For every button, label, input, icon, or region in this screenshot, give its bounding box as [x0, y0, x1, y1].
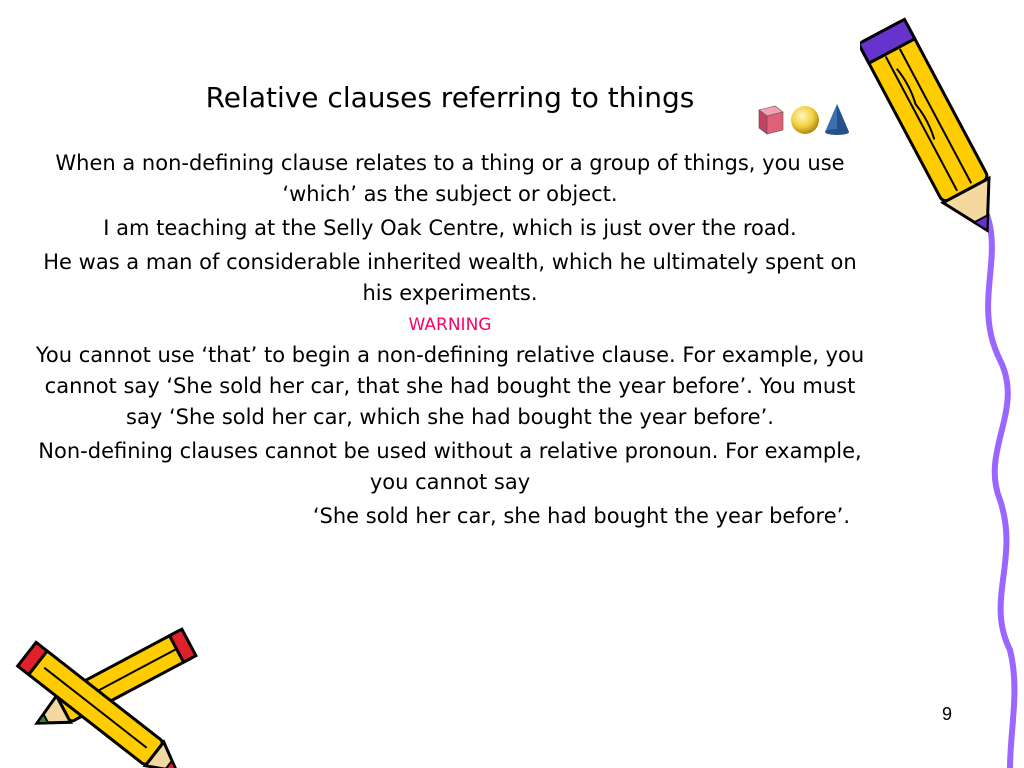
- warning-label: WARNING: [408, 315, 492, 335]
- crossed-pencils-icon: [0, 610, 210, 768]
- body-paragraph-selly-oak: I am teaching at the Selly Oak Centre, which is just over the road.: [103, 216, 797, 240]
- slide-body: [30, 148, 870, 535]
- pencil-icon: [860, 0, 1024, 768]
- example-sentence: ‘She sold her car, she had bought the year before’.: [312, 504, 850, 528]
- slide-title: Relative clauses referring to things: [205, 81, 695, 114]
- body-paragraph-wealth: He was a man of considerable inherited wealth, which he ultimately spent on his experiments.: [43, 250, 857, 305]
- body-paragraph-which: When a non-defining clause relates to a thing or a group of things, you use ‘which’ as the subject or object.: [55, 151, 845, 206]
- warning-paragraph-that: You cannot use ‘that’ to begin a non-defining relative clause. For example, you cannot say ‘She sold her car, that she had bought the year before’. You must say ‘She sold her car, which she had bought the year before’.: [35, 343, 865, 429]
- warning-paragraph-pronoun: Non-defining clauses cannot be used without a relative pronoun. For example, you cannot say: [38, 439, 862, 494]
- cube-sphere-cone-icon: [755, 100, 855, 140]
- page-number: 9: [941, 704, 952, 724]
